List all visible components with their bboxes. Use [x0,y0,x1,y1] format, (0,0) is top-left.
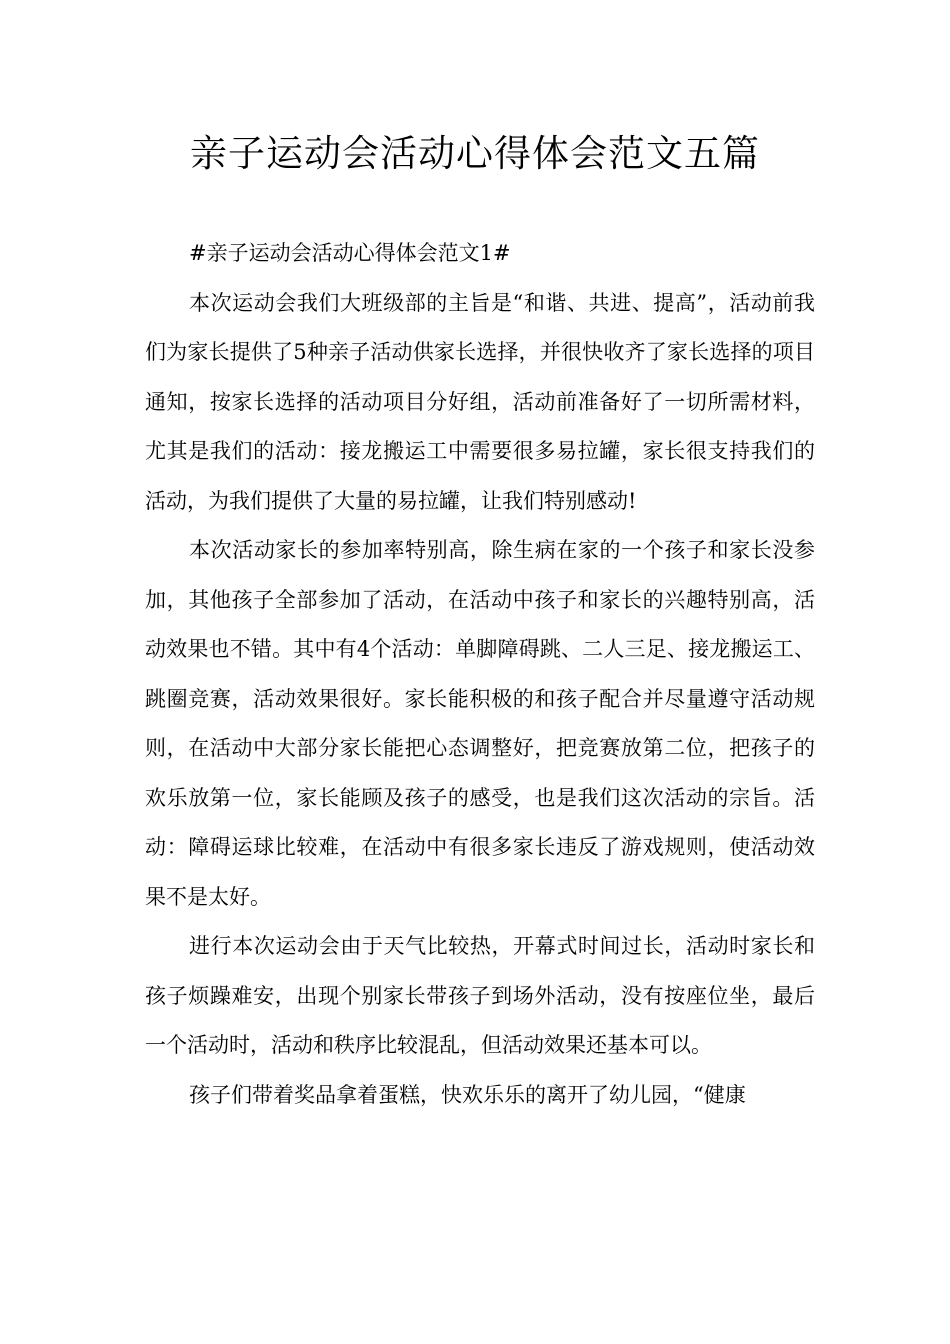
document-title: 亲子运动会活动心得体会范文五篇 [190,132,760,175]
paragraph: 本次运动会我们大班级部的主旨是“和谐、共进、提高”，活动前我们为家长提供了5种亲子活动供家长选择，并很快收齐了家长选择的项目通知，按家长选择的活动项目分好组，活动前准备好了一切所需材料，尤其是我们的活动：接龙搬运工中需要很多易拉罐，家长很支持我们的活动，为我们提供了大量的易拉罐，让我们特别感动! [145,290,815,513]
paragraph: 孩子们带着奖品拿着蛋糕，快欢乐乐的离开了幼儿园，“健康 [189,1082,746,1107]
document-body [145,229,815,1120]
paragraph: 进行本次运动会由于天气比较热，开幕式时间过长，活动时家长和孩子烦躁难安，出现个别家长带孩子到场外活动，没有按座位坐，最后一个活动时，活动和秩序比较混乱，但活动效果还基本可以。 [145,934,815,1057]
section-heading: #亲子运动会活动心得体会范文1# [189,241,511,265]
paragraph: 本次活动家长的参加率特别高，除生病在家的一个孩子和家长没参加，其他孩子全部参加了活动，在活动中孩子和家长的兴趣特别高，活动效果也不错。其中有4个活动：单脚障碍跳、二人三足、接龙搬运工、跳圈竞赛，活动效果很好。家长能积极的和孩子配合并尽量遵守活动规则，在活动中大部分家长能把心态调整好，把竞赛放第二位，把孩子的欢乐放第一位，家长能顾及孩子的感受，也是我们这次活动的宗旨。活动：障碍运球比较难，在活动中有很多家长违反了游戏规则，使活动效果不是太好。 [145,538,815,909]
